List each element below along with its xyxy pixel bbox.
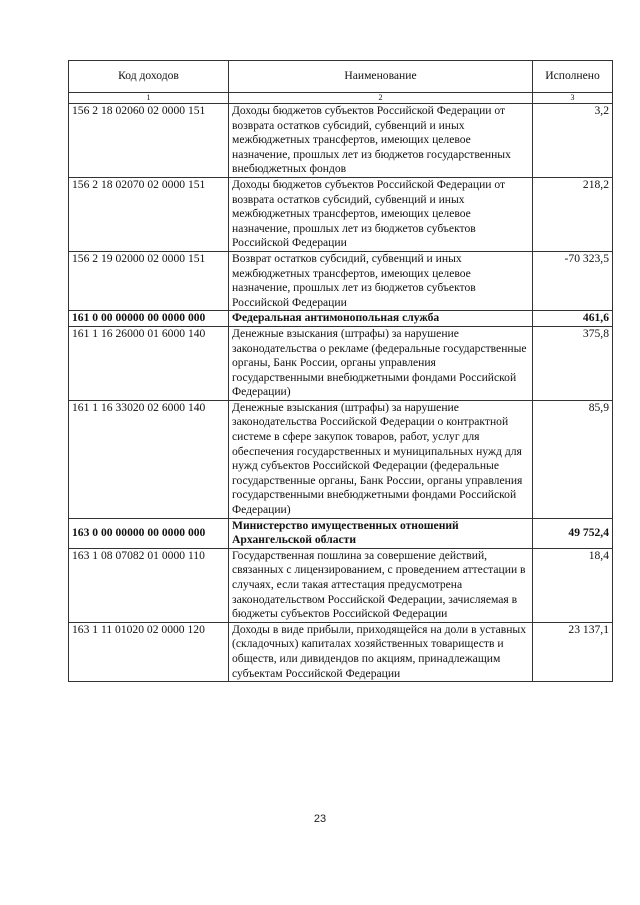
table-header-row [69, 61, 613, 93]
revenue-code-cell: 161 1 16 33020 02 6000 140 [69, 400, 229, 518]
page-number: 23 [313, 813, 327, 825]
executed-amount-cell: -70 323,5 [533, 251, 613, 310]
revenue-code-cell: 163 0 00 00000 00 0000 000 [69, 518, 229, 548]
table-row [69, 622, 613, 681]
revenue-code-cell: 156 2 19 02000 02 0000 151 [69, 251, 229, 310]
executed-amount-cell: 461,6 [533, 311, 613, 327]
revenue-name-cell: Доходы бюджетов субъектов Российской Федерации от возврата остатков субсидий, субвенций и иных межбюджетных трансфертов, имеющих целевое назначение, прошлых лет из бюджетов государственных внебюджетных фондов [229, 104, 533, 178]
revenue-name-cell: Денежные взыскания (штрафы) за нарушение законодательства Российской Федерации о контрактной системе в сфере закупок товаров, работ, услуг для обеспечения государственных и муниципальных нужд для нужд субъектов Российской Федерации (федеральные государственные органы, Банк России, органы управления государственными внебюджетными фондами Российской Федерации) [229, 400, 533, 518]
revenue-code-cell: 163 1 11 01020 02 0000 120 [69, 622, 229, 681]
revenue-table [68, 60, 613, 682]
revenue-code-cell: 156 2 18 02070 02 0000 151 [69, 177, 229, 251]
column-number-row [69, 93, 613, 104]
revenue-code-cell: 161 1 16 26000 01 6000 140 [69, 326, 229, 400]
executed-amount-cell: 3,2 [533, 104, 613, 178]
executed-amount-cell: 375,8 [533, 326, 613, 400]
revenue-name-cell: Министерство имущественных отношений Архангельской области [229, 518, 533, 548]
header-name: Наименование [229, 61, 533, 93]
table-body [69, 104, 613, 682]
executed-amount-cell: 18,4 [533, 548, 613, 622]
revenue-name-cell: Доходы в виде прибыли, приходящейся на доли в уставных (складочных) капиталах хозяйственных товариществ и обществ, или дивидендов по акциям, принадлежащим субъектам Российской Федерации [229, 622, 533, 681]
column-number: 2 [229, 93, 533, 104]
revenue-name-cell: Государственная пошлина за совершение действий, связанных с лицензированием, с проведением аттестации в случаях, если такая аттестация предусмотрена законодательством Российской Федерации, зачисляемая в бюджеты субъектов Российской Федерации [229, 548, 533, 622]
column-number: 1 [69, 93, 229, 104]
revenue-name-cell: Федеральная антимонопольная служба [229, 311, 533, 327]
column-number: 3 [533, 93, 613, 104]
table-row [69, 518, 613, 548]
revenue-code-cell: 163 1 08 07082 01 0000 110 [69, 548, 229, 622]
table-row [69, 326, 613, 400]
table-row [69, 311, 613, 327]
header-code: Код доходов [69, 61, 229, 93]
header-value: Исполнено [533, 61, 613, 93]
revenue-code-cell: 156 2 18 02060 02 0000 151 [69, 104, 229, 178]
executed-amount-cell: 23 137,1 [533, 622, 613, 681]
executed-amount-cell: 85,9 [533, 400, 613, 518]
revenue-code-cell: 161 0 00 00000 00 0000 000 [69, 311, 229, 327]
table-row [69, 104, 613, 178]
table-row [69, 548, 613, 622]
table-row [69, 400, 613, 518]
executed-amount-cell: 218,2 [533, 177, 613, 251]
revenue-name-cell: Денежные взыскания (штрафы) за нарушение законодательства о рекламе (федеральные государственные органы, Банк России, органы управления государственными внебюджетными фондами Российской Федерации) [229, 326, 533, 400]
table-row [69, 177, 613, 251]
executed-amount-cell: 49 752,4 [533, 518, 613, 548]
revenue-name-cell: Возврат остатков субсидий, субвенций и иных межбюджетных трансфертов, имеющих целевое назначение, прошлых лет из бюджетов субъектов Российской Федерации [229, 251, 533, 310]
table-row [69, 251, 613, 310]
revenue-name-cell: Доходы бюджетов субъектов Российской Федерации от возврата остатков субсидий, субвенций и иных межбюджетных трансфертов, имеющих целевое назначение, прошлых лет из бюджетов субъектов Российской Федерации [229, 177, 533, 251]
